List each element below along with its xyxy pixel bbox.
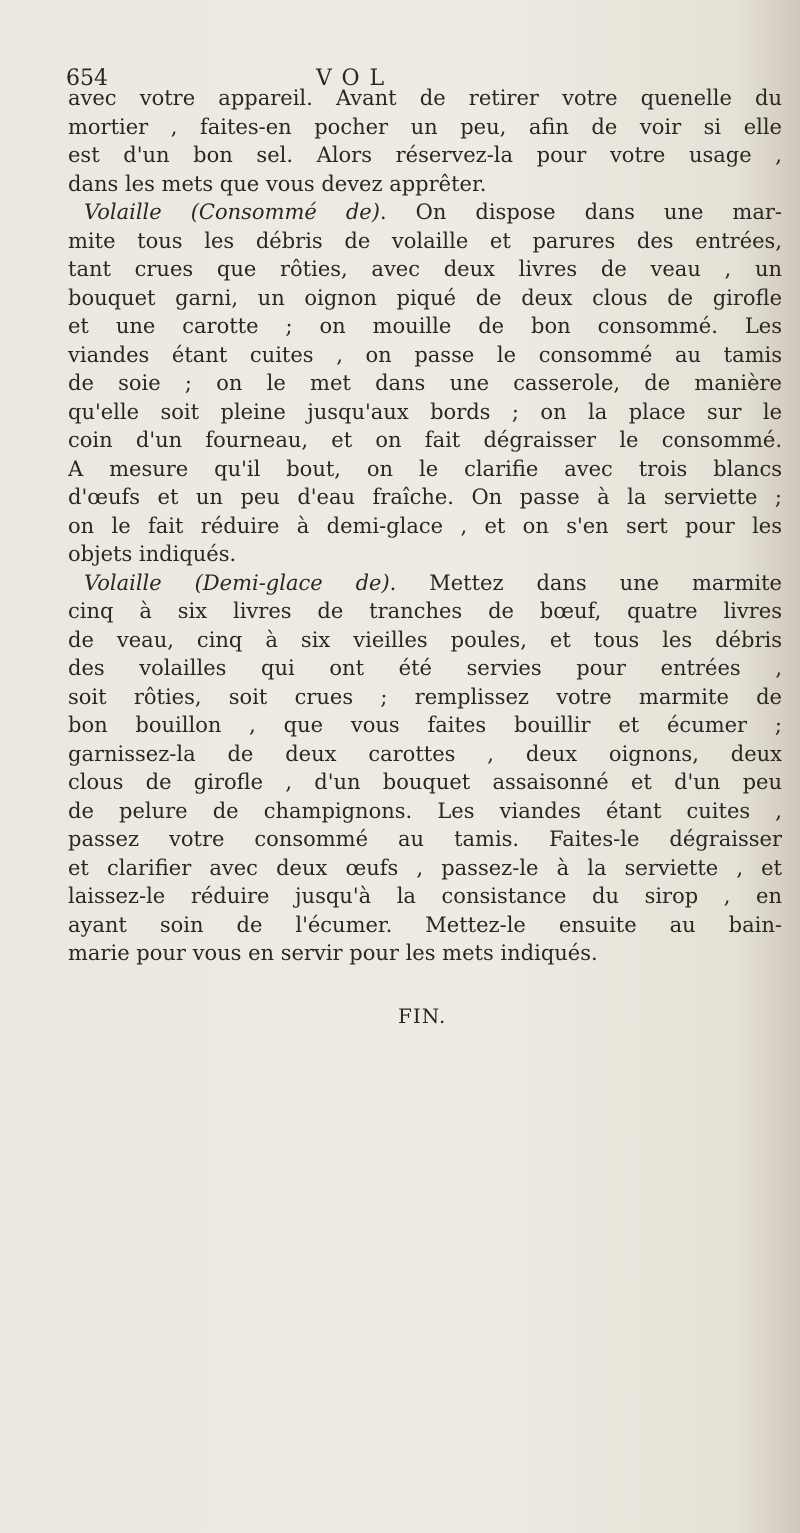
text-line: Volaille (Demi-glace de). Mettez dans une marmite (84, 570, 782, 595)
page-body (68, 84, 782, 968)
text-line: Volaille (Consommé de). On dispose dans une mar- (84, 200, 782, 224)
text-line: coin d'un fourneau, et on fait dégraisser le consommé. (68, 428, 782, 452)
text-line: cinq à six livres de tranches de bœuf, quatre livres (68, 599, 782, 623)
text-line: bouquet garni, un oignon piqué de deux clous de girofle (68, 285, 782, 310)
text-line: de soie ; on le met dans une casserole, de manière (68, 371, 782, 395)
text-line: tant crues que rôties, avec deux livres de veau , un (68, 257, 782, 281)
text-line: et une carotte ; on mouille de bon consommé. Les (68, 314, 782, 338)
text-line: passez votre consommé au tamis. Faites-le dégraisser (68, 827, 782, 851)
text-line: clous de girofle , d'un bouquet assaisonné et d'un peu (68, 770, 782, 794)
text-line: et clarifier avec deux œufs , passez-le à la serviette , et (68, 855, 782, 880)
text-line: A mesure qu'il bout, on le clarifie avec trois blancs (68, 456, 782, 481)
text-line: bon bouillon , que vous faites bouillir et écumer ; (68, 713, 782, 737)
text-line: laissez-le réduire jusqu'à la consistance du sirop , en (68, 884, 782, 908)
text-line: on le fait réduire à demi-glace , et on s'en sert pour les (68, 513, 782, 538)
end-mark: FIN. (398, 1004, 447, 1028)
text-line: ayant soin de l'écumer. Mettez-le ensuite au bain- (68, 912, 782, 937)
page-number: 654 (66, 66, 108, 91)
text-line: d'œufs et un peu d'eau fraîche. On passe à la serviette ; (68, 485, 782, 509)
text-line: marie pour vous en servir pour les mets indiqués. (68, 941, 598, 965)
text-line: qu'elle soit pleine jusqu'aux bords ; on la place sur le (68, 399, 782, 424)
text-line: avec votre appareil. Avant de retirer votre quenelle du (68, 86, 782, 110)
running-title: VOL (316, 66, 395, 91)
text-line: dans les mets que vous devez apprêter. (68, 171, 487, 196)
text-line: mortier , faites-en pocher un peu, afin de voir si elle (68, 114, 782, 139)
text-line: mite tous les débris de volaille et parures des entrées, (68, 228, 782, 253)
text-line: des volailles qui ont été servies pour entrées , (68, 656, 782, 680)
text-line: garnissez-la de deux carottes , deux oignons, deux (68, 741, 782, 766)
text-line: objets indiqués. (68, 542, 237, 566)
text-line: de veau, cinq à six vieilles poules, et tous les débris (68, 627, 782, 652)
text-line: de pelure de champignons. Les viandes étant cuites , (68, 798, 782, 823)
text-line: viandes étant cuites , on passe le consommé au tamis (68, 342, 782, 367)
text-line: est d'un bon sel. Alors réservez-la pour votre usage , (68, 143, 782, 167)
text-line: soit rôties, soit crues ; remplissez votre marmite de (68, 684, 782, 709)
